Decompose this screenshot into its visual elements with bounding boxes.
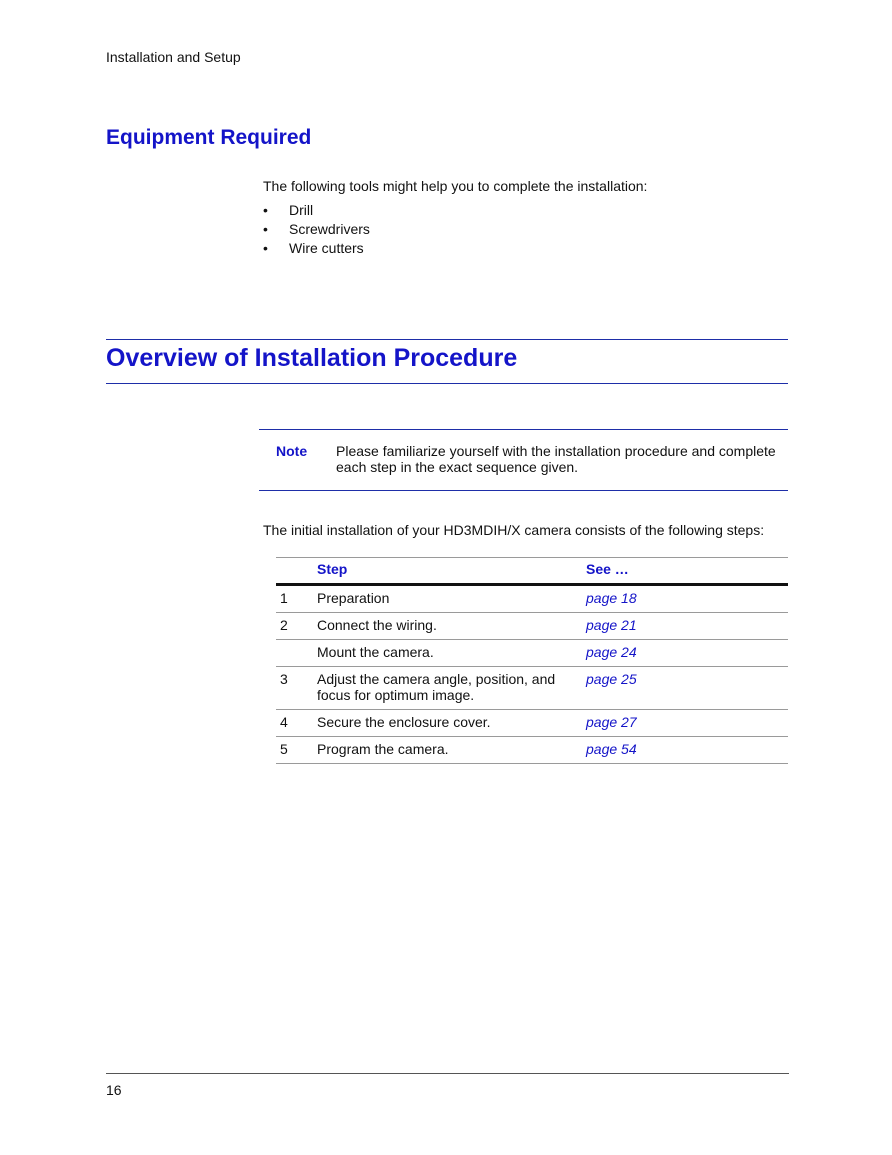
step-number: 3	[276, 667, 317, 710]
page-link[interactable]: page 24	[586, 640, 788, 667]
step-text: Program the camera.	[317, 737, 586, 764]
list-item	[263, 220, 370, 239]
section-top-rule	[106, 339, 788, 340]
list-item	[263, 239, 370, 258]
table-row	[276, 737, 788, 764]
note-top-rule	[259, 429, 788, 430]
step-number: 5	[276, 737, 317, 764]
bullet-icon: •	[263, 240, 268, 256]
note-label: Note	[276, 443, 308, 459]
step-text: Connect the wiring.	[317, 613, 586, 640]
footer-rule	[106, 1073, 789, 1074]
step-number: 1	[276, 585, 317, 613]
page-link[interactable]: page 18	[586, 585, 788, 613]
overview-heading: Overview of Installation Procedure	[106, 344, 518, 372]
bullet-icon: •	[263, 221, 268, 237]
equipment-intro: The following tools might help you to complete the installation:	[263, 178, 648, 194]
tools-list	[263, 201, 370, 258]
note-bottom-rule	[259, 490, 788, 491]
table-header-row	[276, 558, 788, 585]
header-num	[276, 558, 317, 585]
steps-table	[276, 557, 788, 764]
steps-intro: The initial installation of your HD3MDIH/X camera consists of the following steps:	[263, 522, 765, 538]
running-header: Installation and Setup	[106, 49, 241, 65]
table-row	[276, 710, 788, 737]
step-number: 4	[276, 710, 317, 737]
page-link[interactable]: page 21	[586, 613, 788, 640]
list-item-label: Wire cutters	[289, 240, 364, 256]
page-link[interactable]: page 54	[586, 737, 788, 764]
list-item	[263, 201, 370, 220]
header-step: Step	[317, 558, 586, 585]
equipment-heading: Equipment Required	[106, 126, 312, 149]
table-row	[276, 640, 788, 667]
page-number: 16	[106, 1082, 122, 1098]
header-see: See …	[586, 558, 788, 585]
step-text: Mount the camera.	[317, 640, 586, 667]
note-text: Please familiarize yourself with the installation procedure and complete each step in the exact sequence given.	[336, 443, 776, 475]
table-row	[276, 667, 788, 710]
page-link[interactable]: page 27	[586, 710, 788, 737]
bullet-icon: •	[263, 202, 268, 218]
section-bottom-rule	[106, 383, 788, 384]
step-text: Adjust the camera angle, position, and focus for optimum image.	[317, 667, 586, 710]
table-row	[276, 613, 788, 640]
page-link[interactable]: page 25	[586, 667, 788, 710]
step-number: 2	[276, 613, 317, 640]
step-number	[276, 640, 317, 667]
table-row	[276, 585, 788, 613]
step-text: Preparation	[317, 585, 586, 613]
list-item-label: Drill	[289, 202, 314, 218]
list-item-label: Screwdrivers	[289, 221, 370, 237]
step-text: Secure the enclosure cover.	[317, 710, 586, 737]
